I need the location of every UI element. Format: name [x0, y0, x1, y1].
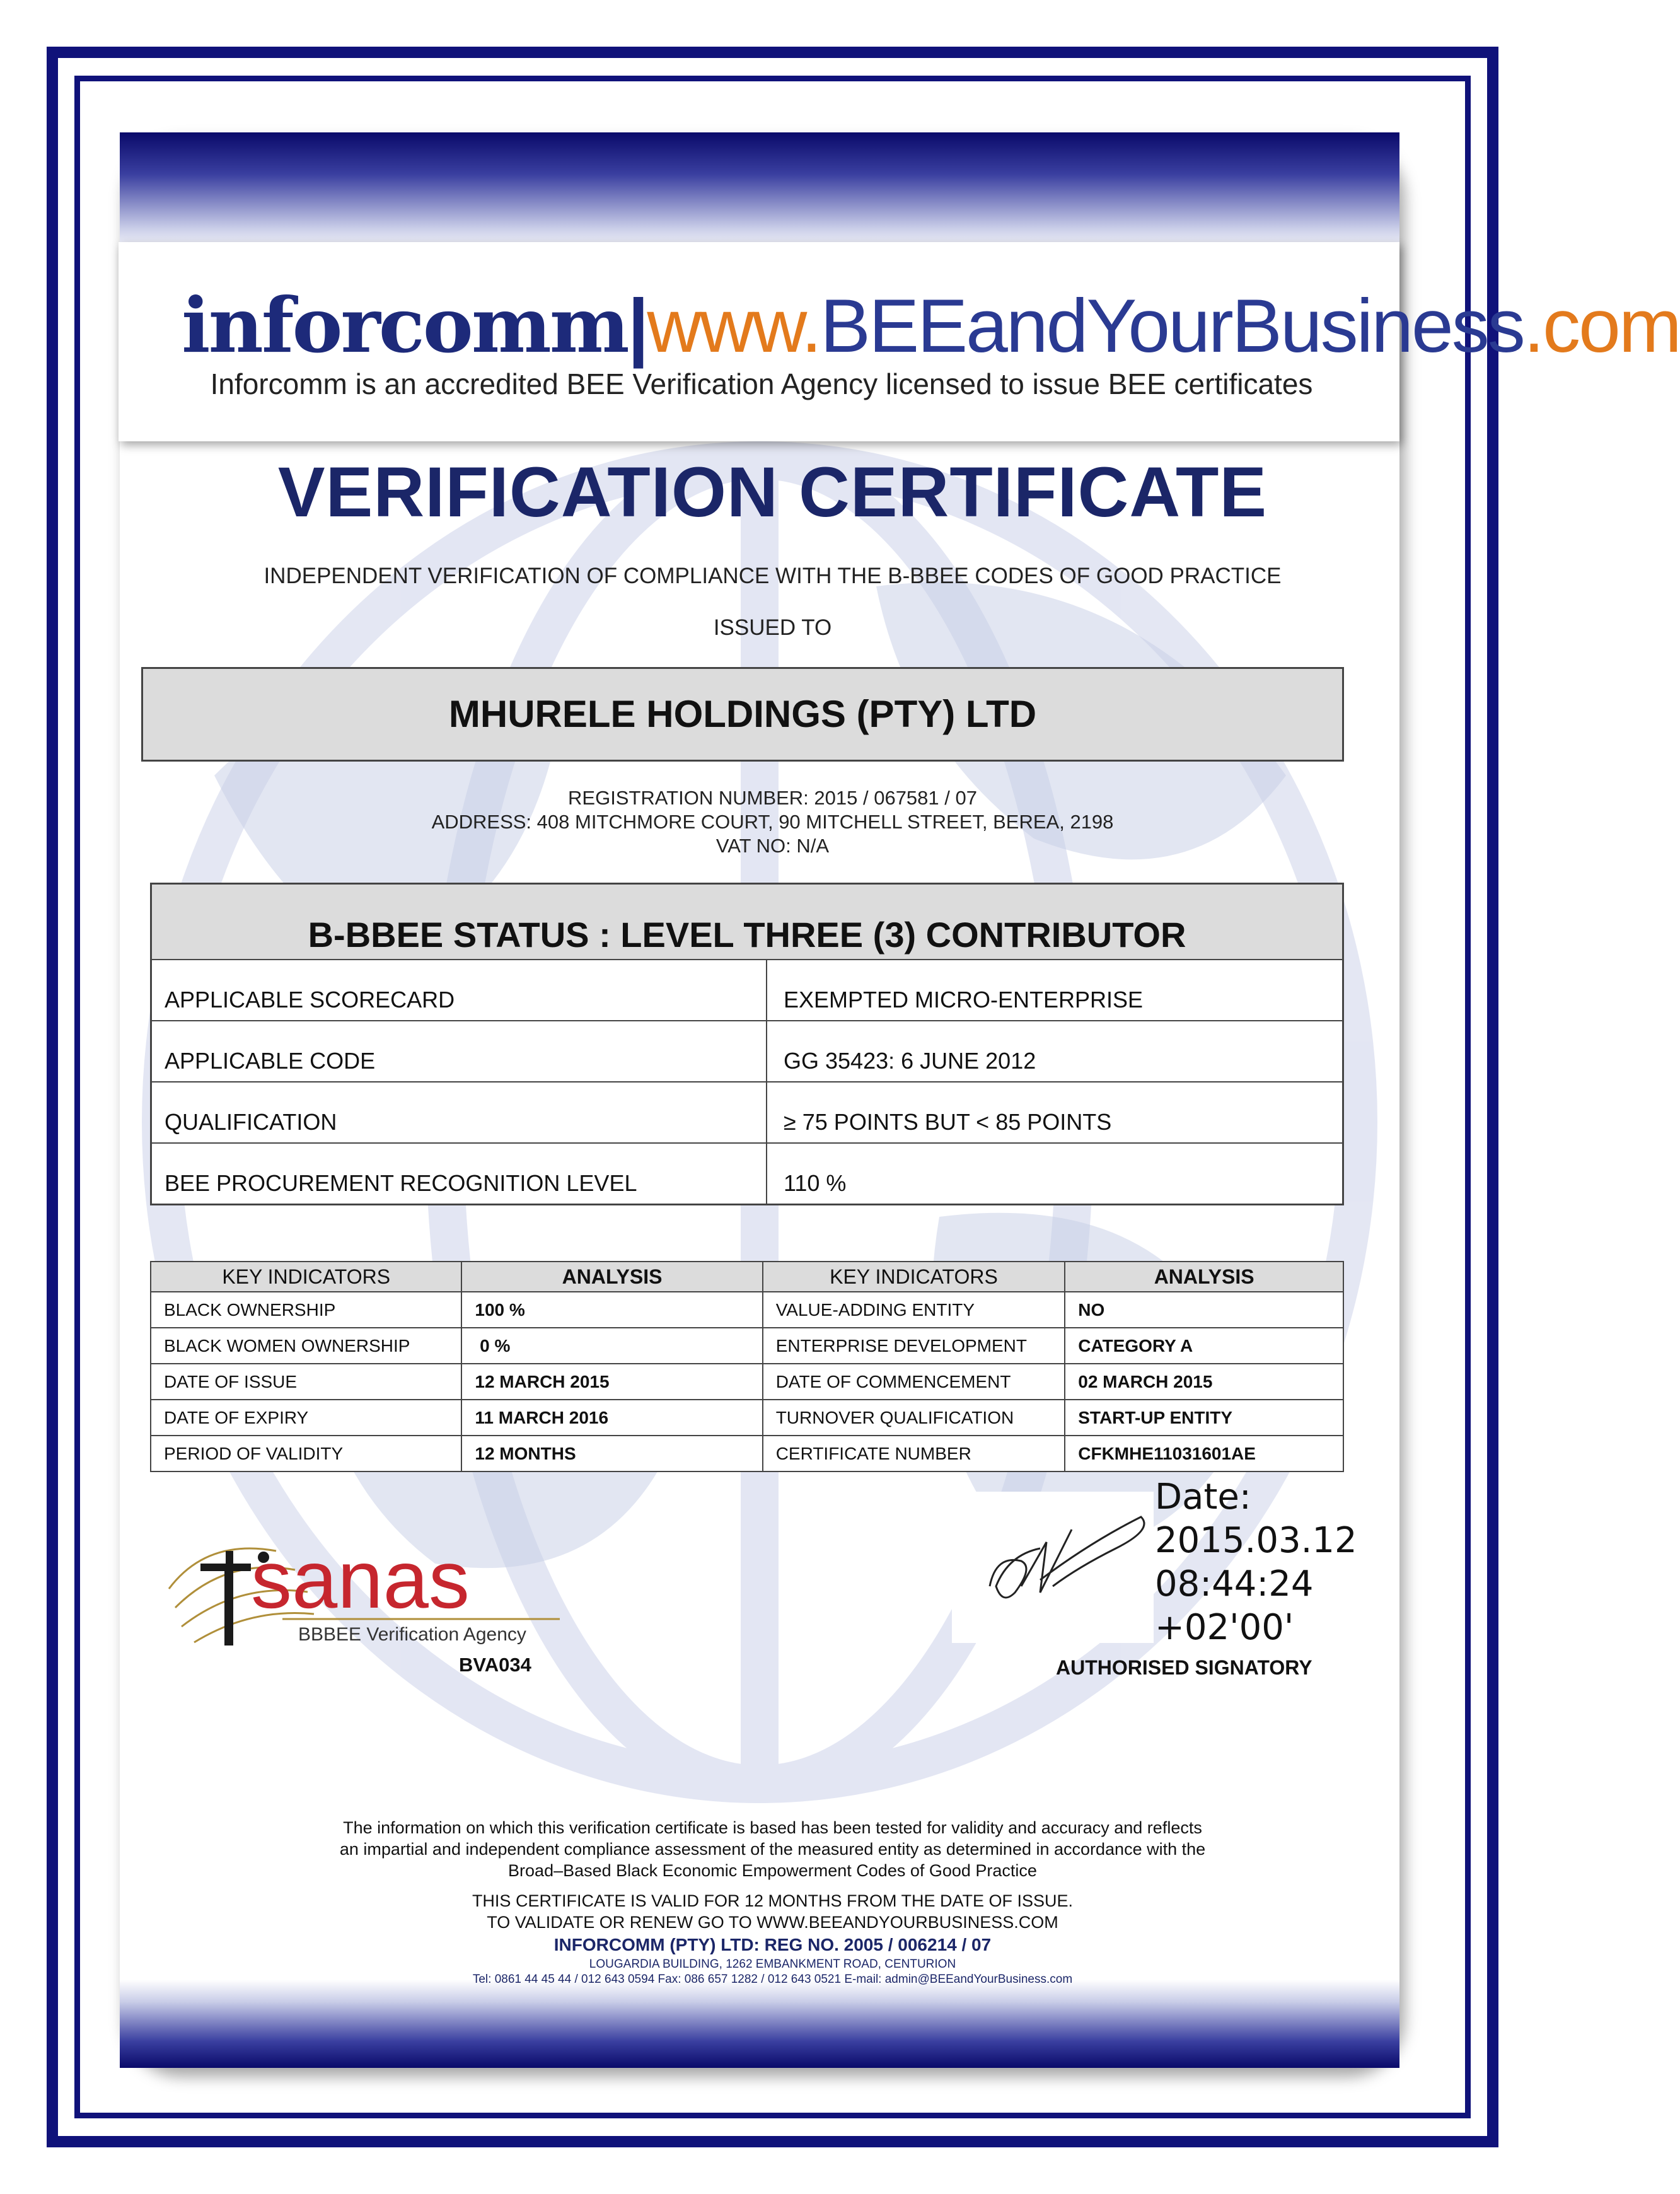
indicator-label: CERTIFICATE NUMBER	[763, 1436, 1065, 1471]
authorised-signatory-label: AUTHORISED SIGNATORY	[1056, 1656, 1312, 1679]
indicator-label: DATE OF EXPIRY	[151, 1400, 461, 1436]
disclaimer-line: Broad–Based Black Economic Empowerment Codes of Good Practice	[508, 1861, 1037, 1880]
signature-time: 08:44:24	[1155, 1564, 1314, 1605]
date-label: Date:	[1155, 1477, 1251, 1518]
disclaimer-line: The information on which this verification certificate is based has been tested for validity and accuracy and reflects	[343, 1818, 1202, 1837]
table-row	[151, 1292, 1343, 1328]
registration-number: REGISTRATION NUMBER: 2015 / 067581 / 07	[568, 787, 977, 809]
status-row	[152, 1021, 1342, 1082]
status-value: GG 35423: 6 JUNE 2012	[784, 1048, 1036, 1074]
digital-signature-stamp	[1155, 1475, 1357, 1649]
table-row	[151, 1436, 1343, 1471]
indicator-label: TURNOVER QUALIFICATION	[763, 1400, 1065, 1436]
status-label: BEE PROCUREMENT RECOGNITION LEVEL	[152, 1144, 767, 1204]
indicator-value: 11 MARCH 2016	[461, 1400, 762, 1436]
indicator-value: 100 %	[461, 1292, 762, 1328]
indicator-label: VALUE-ADDING ENTITY	[763, 1292, 1065, 1328]
status-label: APPLICABLE CODE	[152, 1021, 767, 1081]
logo-inforcomm-text: inforcomm	[182, 281, 628, 370]
footer-contact-details: Tel: 0861 44 45 44 / 012 643 0594 Fax: 086 657 1282 / 012 643 0521 E-mail: admin@BEEandYourBusiness.com	[472, 1973, 1073, 1986]
company-address: ADDRESS: 408 MITCHMORE COURT, 90 MITCHELL STREET, BEREA, 2198	[431, 811, 1114, 833]
status-value: EXEMPTED MICRO-ENTERPRISE	[784, 987, 1144, 1013]
column-header: KEY INDICATORS	[763, 1262, 1065, 1292]
status-value: ≥ 75 POINTS BUT < 85 POINTS	[784, 1109, 1112, 1135]
footer-address: LOUGARDIA BUILDING, 1262 EMBANKMENT ROAD, CENTURION	[589, 1958, 956, 1971]
logo-domain-text: BEEandYourBusiness	[820, 284, 1524, 368]
indicator-value: NO	[1065, 1292, 1343, 1328]
handwritten-signature	[952, 1492, 1154, 1643]
footer-disclaimer	[0, 1817, 1545, 1881]
table-header-row	[151, 1262, 1343, 1292]
status-row	[152, 960, 1342, 1021]
signature-date: 2015.03.12	[1155, 1520, 1357, 1561]
status-row	[152, 1082, 1342, 1144]
inforcomm-logo	[182, 281, 1680, 370]
signature-box	[952, 1492, 1154, 1643]
cross-icon	[200, 1551, 251, 1645]
status-label: QUALIFICATION	[152, 1082, 767, 1142]
header-tagline: Inforcomm is an accredited BEE Verification Agency licensed to issue BEE certificates	[210, 368, 1313, 400]
certificate-title: VERIFICATION CERTIFICATE	[277, 453, 1268, 531]
logo-separator: |	[627, 284, 647, 368]
disclaimer-line: an impartial and independent compliance assessment of the measured entity as determined in accordance with the	[339, 1840, 1206, 1859]
table-row	[151, 1400, 1343, 1436]
indicator-label: BLACK WOMEN OWNERSHIP	[151, 1328, 461, 1364]
table-row	[151, 1364, 1343, 1400]
signature-timezone: +02'00'	[1155, 1607, 1294, 1648]
sanas-logo	[156, 1513, 560, 1658]
column-header: ANALYSIS	[1065, 1262, 1343, 1292]
indicator-value: 12 MARCH 2015	[461, 1364, 762, 1400]
top-gradient-band	[120, 132, 1399, 252]
footer-contact	[0, 1957, 1545, 1987]
footer-company-reg: INFORCOMM (PTY) LTD: REG NO. 2005 / 006214 / 07	[553, 1935, 992, 1954]
column-header: ANALYSIS	[461, 1262, 762, 1292]
bottom-gradient-band	[120, 1980, 1399, 2068]
key-indicators-table	[150, 1261, 1344, 1472]
indicator-label: PERIOD OF VALIDITY	[151, 1436, 461, 1471]
indicator-value: CFKMHE11031601AE	[1065, 1436, 1343, 1471]
indicator-label: ENTERPRISE DEVELOPMENT	[763, 1328, 1065, 1364]
table-row	[151, 1328, 1343, 1364]
issued-to-label: ISSUED TO	[713, 615, 832, 640]
column-header: KEY INDICATORS	[151, 1262, 461, 1292]
status-row	[152, 1144, 1342, 1204]
company-name-box: MHURELE HOLDINGS (PTY) LTD	[141, 667, 1344, 762]
sanas-code: BVA034	[459, 1654, 531, 1676]
bbbee-status-table	[150, 883, 1344, 1205]
footer-validity	[0, 1890, 1545, 1933]
indicator-value: START-UP ENTITY	[1065, 1400, 1343, 1436]
logo-tld-text: .com	[1523, 284, 1680, 368]
indicator-value: 12 MONTHS	[461, 1436, 762, 1471]
validity-line: TO VALIDATE OR RENEW GO TO WWW.BEEANDYOURBUSINESS.COM	[487, 1913, 1058, 1932]
sanas-tagline: BBBEE Verification Agency	[298, 1624, 526, 1645]
validity-line: THIS CERTIFICATE IS VALID FOR 12 MONTHS FROM THE DATE OF ISSUE.	[472, 1891, 1074, 1910]
indicator-value: 0 %	[461, 1328, 762, 1364]
header-banner	[119, 242, 1680, 441]
sanas-wordmark: sanas	[251, 1533, 470, 1625]
status-heading: B-BBEE STATUS : LEVEL THREE (3) CONTRIBUTOR	[152, 885, 1342, 960]
status-value: 110 %	[784, 1170, 847, 1196]
indicator-label: DATE OF COMMENCEMENT	[763, 1364, 1065, 1400]
indicator-label: BLACK OWNERSHIP	[151, 1292, 461, 1328]
certificate-subtitle: INDEPENDENT VERIFICATION OF COMPLIANCE WITH THE B-BBEE CODES OF GOOD PRACTICE	[264, 564, 1282, 588]
indicator-value: CATEGORY A	[1065, 1328, 1343, 1364]
status-label: APPLICABLE SCORECARD	[152, 960, 767, 1020]
indicator-value: 02 MARCH 2015	[1065, 1364, 1343, 1400]
indicator-label: DATE OF ISSUE	[151, 1364, 461, 1400]
logo-www-text: www.	[647, 284, 821, 368]
vat-number: VAT NO: N/A	[715, 835, 830, 857]
